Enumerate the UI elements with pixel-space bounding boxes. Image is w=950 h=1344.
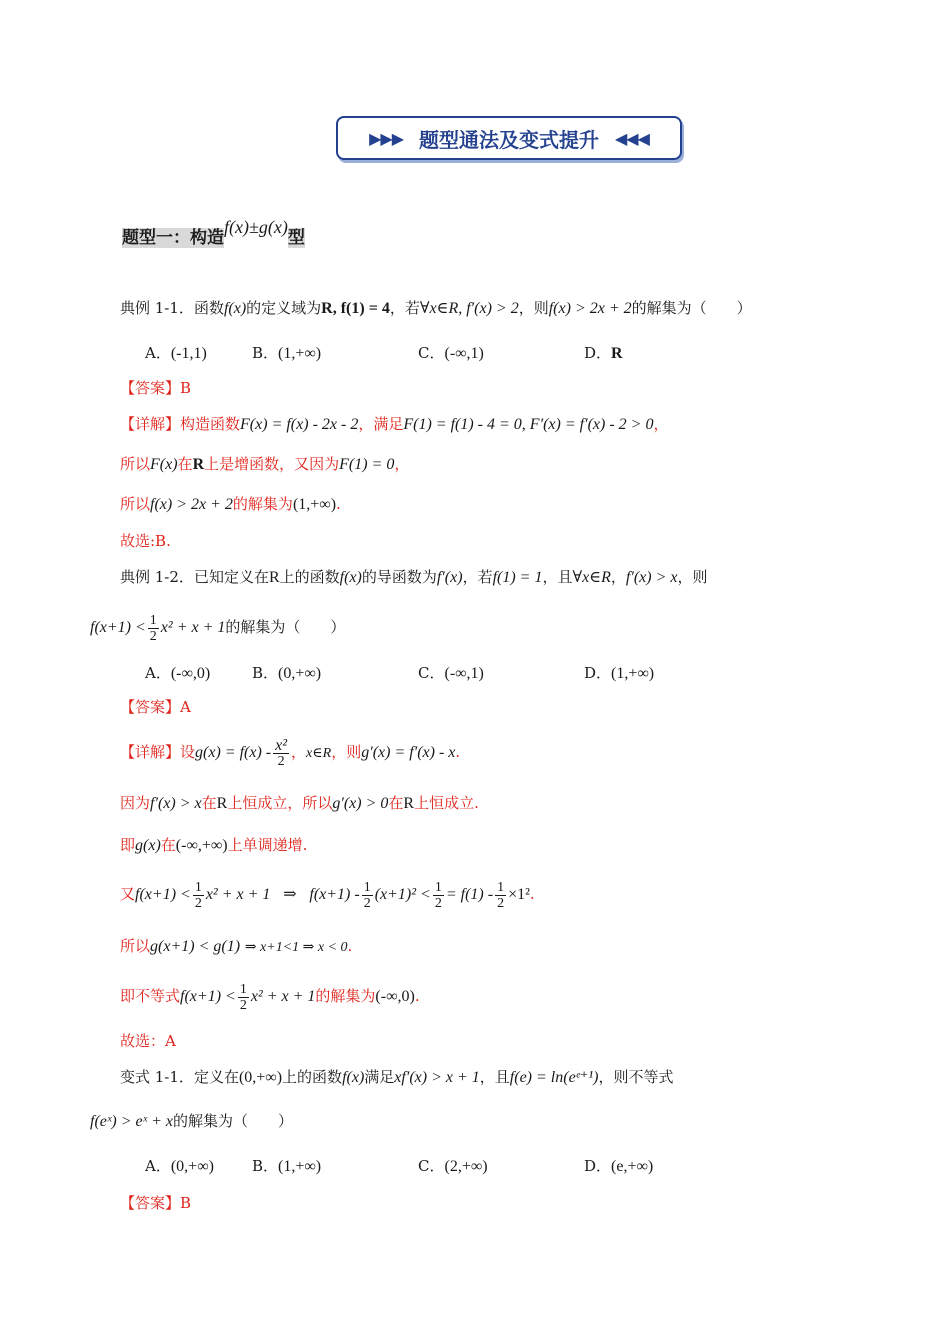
ex2-question: 典例 1-2．已知定义在R上的函数f(x)的导函数为f′(x)，若f(1) = 1，且∀x∈R，f′(x) > x，则 — [120, 568, 708, 586]
var1-question: 变式 1-1．定义在(0,+∞)上的函数f(x)满足xf′(x) > x + 1，且f(e) = ln(eᵉ⁺¹)，则不等式 — [120, 1068, 674, 1086]
banner-title: 题型通法及变式提升 — [419, 127, 599, 152]
ex2-option-a: A．(-∞,0) — [145, 664, 211, 682]
var1-option-d: D．(e,+∞) — [584, 1157, 654, 1175]
ex1-detail-3: 所以f(x) > 2x + 2的解集为(1,+∞). — [120, 495, 341, 513]
right-arrows-icon: ▶▶▶ — [369, 128, 403, 148]
ex1-answer: 【答案】B — [120, 379, 192, 397]
ex2-inequality: f(x+1) < $\frac{1}{2}$ x² + x + 1的解集为（ ） — [90, 612, 346, 644]
var1-answer: 【答案】B — [120, 1194, 192, 1212]
var1-inequality: f(eˣ) > eˣ + x的解集为（ ） — [90, 1112, 294, 1130]
ex1-question: 典例 1-1．函数f(x)的定义域为R, f(1) = 4，若∀x∈R, f′(x) > 2，则f(x) > 2x + 2的解集为（ ） — [120, 299, 752, 317]
ex2-detail-1: 【详解】设g(x) = f(x) - $\frac{\text{x²}}{2}$ ，x∈R，则g′(x) = f′(x) - x. — [120, 736, 461, 769]
ex1-option-d: D．R — [584, 344, 623, 362]
ex1-option-b: B．(1,+∞) — [252, 344, 322, 362]
ex1-option-a: A．(-1,1) — [145, 344, 207, 362]
var1-option-a: A．(0,+∞) — [145, 1157, 214, 1175]
section-heading: 题型一：构造f(x)±g(x)型 — [122, 217, 305, 248]
section-banner — [336, 116, 682, 160]
ex2-conclusion: 故选：A — [120, 1032, 176, 1050]
ex2-answer: 【答案】A — [120, 698, 191, 716]
ex1-detail-1: 【详解】构造函数F(x) = f(x) - 2x - 2，满足F(1) = f(1) - 4 = 0, F′(x) = f′(x) - 2 > 0， — [120, 415, 669, 433]
ex1-conclusion: 故选:B. — [120, 532, 171, 550]
ex2-detail-3: 即g(x)在(-∞,+∞)上单调递增. — [120, 836, 308, 854]
section-formula: f(x)±g(x) — [224, 217, 288, 237]
ex2-option-c: C．(-∞,1) — [418, 664, 484, 682]
ex2-detail-5: 所以g(x+1) < g(1) ⇒ x+1<1 ⇒ x < 0. — [120, 937, 353, 955]
ex2-detail-6: 即不等式f(x+1) < $\frac{1}{2}$ x² + x + 1的解集为(-∞,0). — [120, 981, 420, 1013]
ex1-detail-2: 所以F(x)在R上是增函数，又因为F(1) = 0， — [120, 455, 410, 473]
var1-option-b: B．(1,+∞) — [252, 1157, 322, 1175]
ex1-option-c: C．(-∞,1) — [418, 344, 484, 362]
ex2-detail-4: 又f(x+1) < $\frac{1}{2}$ x² + x + 1 ⇒ f(x+1) - $\frac{1}{2}$ (x+1)² < $\frac{1}{2}$ = f(1) - $\frac{1}{2}$ ×1². — [120, 879, 535, 911]
left-arrows-icon: ◀◀◀ — [615, 128, 649, 148]
ex2-detail-2: 因为f′(x) > x在R上恒成立，所以g′(x) > 0在R上恒成立. — [120, 794, 479, 812]
ex2-option-b: B．(0,+∞) — [252, 664, 322, 682]
ex2-option-d: D．(1,+∞) — [584, 664, 655, 682]
var1-option-c: C．(2,+∞) — [418, 1157, 488, 1175]
